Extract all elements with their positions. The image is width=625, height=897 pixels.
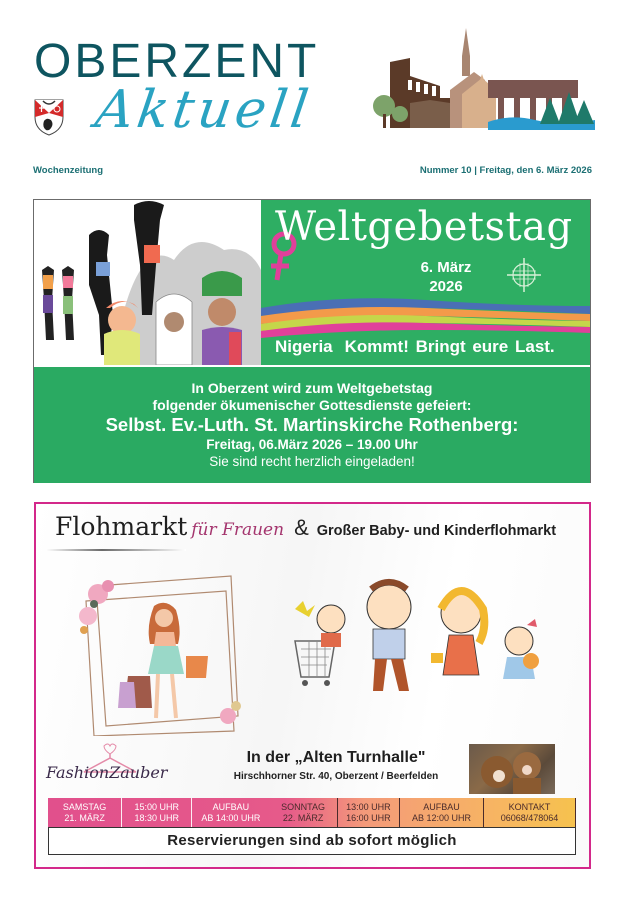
schedule-cell: AUFBAU AB 12:00 UHR bbox=[400, 798, 484, 827]
motto: Kommt! Bringt eure Last. bbox=[344, 337, 555, 356]
tagline: Wochenzeitung bbox=[33, 165, 104, 176]
schedule-cell: 15:00 UHR 18:30 UHR bbox=[122, 798, 192, 827]
teddy-bears-photo bbox=[469, 744, 555, 794]
schedule-cell: 13:00 UHR 16:00 UHR bbox=[338, 798, 400, 827]
masthead bbox=[0, 0, 625, 185]
venue-name: In der „Alten Turnhalle" bbox=[246, 749, 426, 766]
schedule-cell: SAMSTAG 21. MÄRZ bbox=[48, 798, 122, 827]
country-name: Nigeria bbox=[275, 337, 333, 356]
info-line-2: folgender ökumenischer Gottesdienste gefeiert: bbox=[152, 397, 472, 413]
heading-underline bbox=[46, 549, 186, 551]
schedule-cell-contact: KONTAKT 06068/478064 bbox=[484, 798, 576, 827]
church-name: Selbst. Ev.-Luth. St. Martinskirche Rothenberg: bbox=[105, 414, 519, 435]
weltgebetstag-slogan bbox=[275, 337, 567, 357]
heading-ampersand: & bbox=[294, 515, 309, 540]
schedule-cell: SONNTAG 22. MÄRZ bbox=[269, 798, 337, 827]
reservation-note: Reservierungen sind ab sofort möglich bbox=[48, 827, 576, 855]
nigerian-women-illustration bbox=[34, 200, 261, 365]
family-shopping-illustration bbox=[291, 569, 551, 699]
weltgebetstag-title-panel bbox=[261, 200, 590, 365]
service-datetime: Freitag, 06.März 2026 – 19.00 Uhr bbox=[206, 437, 418, 452]
flohmarkt-ad bbox=[34, 502, 591, 869]
schedule-cell: AUFBAU AB 14:00 UHR bbox=[201, 801, 261, 823]
service-info bbox=[34, 367, 590, 483]
fashionzauber-logo: FashionZauber bbox=[46, 763, 168, 782]
date-day: 6. März bbox=[420, 259, 472, 276]
info-line-1: In Oberzent wird zum Weltgebetstag bbox=[191, 380, 433, 396]
newspaper-title: OBERZENT bbox=[34, 35, 320, 88]
venue-address: Hirschhorner Str. 40, Oberzent / Beerfelden bbox=[233, 771, 439, 782]
teddy-bears-icon bbox=[469, 744, 555, 794]
heading-fuer-frauen: für Frauen bbox=[191, 520, 285, 540]
issue-info: Nummer 10 | Freitag, den 6. März 2026 bbox=[419, 165, 592, 176]
heading-flohmarkt: Flohmarkt bbox=[55, 512, 188, 541]
newspaper-subtitle: Aktuell bbox=[91, 80, 316, 140]
weltgebetstag-date bbox=[411, 258, 481, 296]
rainbow-waves-decoration bbox=[261, 290, 590, 340]
celtic-cross-icon bbox=[504, 255, 544, 295]
venue-info bbox=[196, 749, 476, 782]
weltgebetstag-title: Weltgebetstag bbox=[275, 204, 573, 250]
coat-of-arms-icon bbox=[33, 97, 65, 137]
heading-kinderflohmarkt: Großer Baby- und Kinderflohmarkt bbox=[316, 523, 557, 539]
weltgebetstag-announcement bbox=[33, 199, 591, 483]
flohmarkt-heading bbox=[55, 512, 556, 541]
town-skyline-illustration bbox=[370, 28, 595, 130]
schedule-bar bbox=[48, 798, 576, 827]
shopping-woman-illustration bbox=[66, 556, 256, 736]
date-year: 2026 bbox=[429, 278, 463, 295]
weltgebetstag-banner bbox=[34, 200, 590, 365]
invitation-text: Sie sind recht herzlich eingeladen! bbox=[209, 454, 415, 469]
